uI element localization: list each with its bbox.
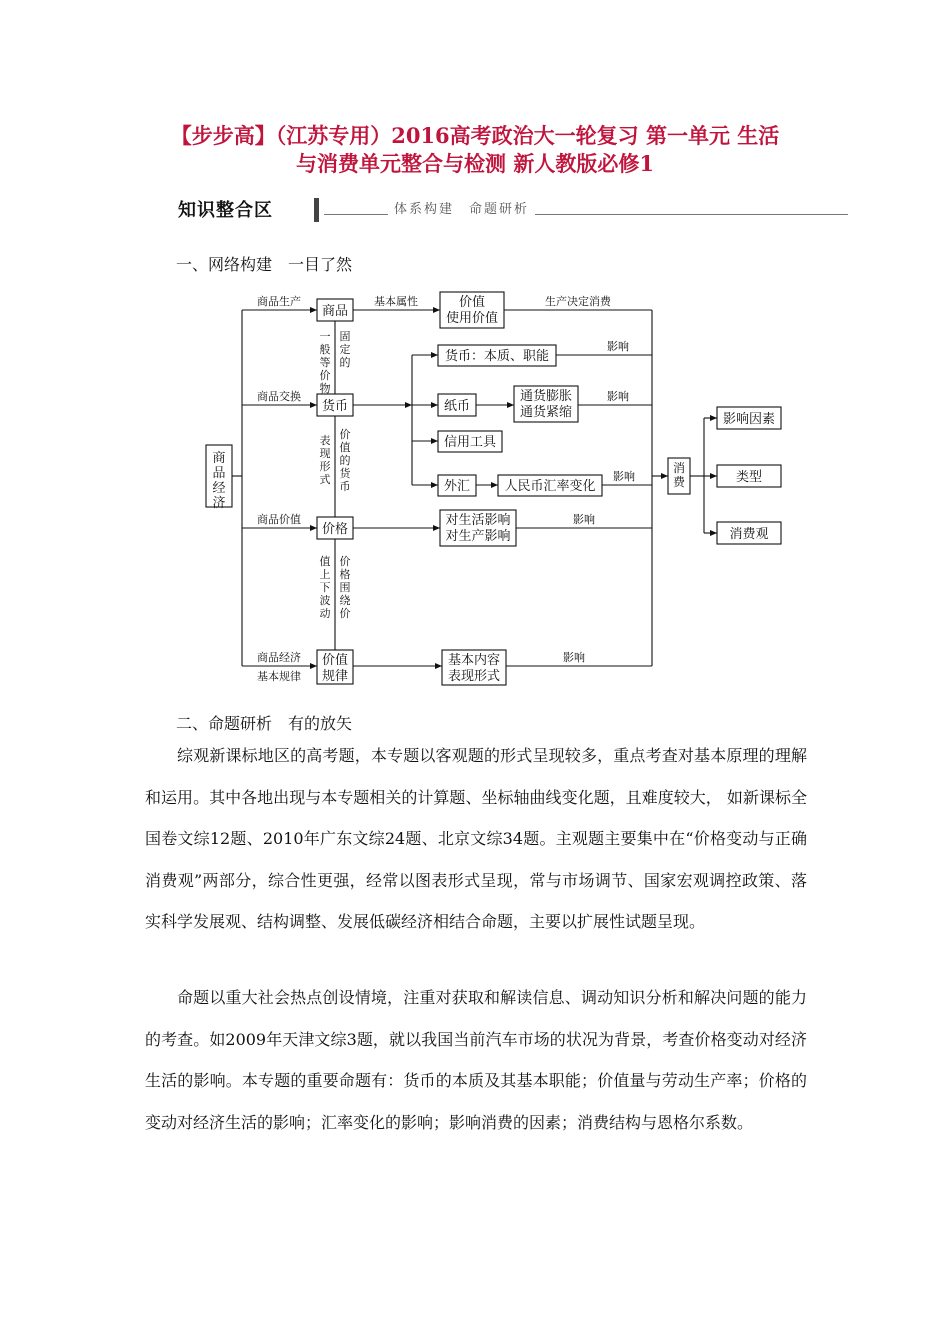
node-tonghuo-2: 通货紧缩 bbox=[519, 405, 573, 420]
node-leixing: 类型 bbox=[735, 470, 763, 485]
node-jiazhi-1: 价值 bbox=[458, 295, 486, 310]
label-shengchan-jueding: 生产决定消费 bbox=[545, 295, 611, 308]
vlabel-guding: 固定的 bbox=[339, 330, 351, 369]
node-xiaofeiguan: 消费观 bbox=[729, 527, 769, 542]
title-line-2: 与消费单元整合与检测 新人教版必修1 bbox=[296, 151, 654, 176]
node-duisheng-1: 对生活影响 bbox=[445, 513, 511, 528]
title-line-1: 【步步高】（江苏专用）2016高考政治大一轮复习 第一单元 生活 bbox=[170, 123, 780, 148]
vlabel-jiazhi-huobi: 价值的货币 bbox=[339, 428, 351, 493]
vlabel-consume: 消费 bbox=[672, 461, 686, 489]
node-jiben-2: 表现形式 bbox=[447, 669, 501, 684]
label-shangpin-jiazhi: 商品价值 bbox=[257, 513, 301, 526]
section-heading-1: 一、网络构建 一目了然 bbox=[176, 255, 353, 274]
label-shangpin-shengchan: 商品生产 bbox=[257, 295, 301, 308]
banner-subtitle: 体系构建 命题研析 bbox=[388, 198, 535, 217]
label-yingxiang-2: 影响 bbox=[607, 390, 629, 403]
label-yingxiang-1: 影响 bbox=[607, 340, 629, 353]
node-guilv-2: 规律 bbox=[321, 669, 349, 684]
label-guilv-1: 商品经济 bbox=[257, 651, 301, 664]
node-huobi-benzhi: 货币：本质、职能 bbox=[444, 349, 550, 364]
paragraph-1: 综观新课标地区的高考题，本专题以客观题的形式呈现较多，重点考查对基本原理的理解和运用。其中各地出现与本专题相关的计算题、坐标轴曲线变化题，且难度较大， 如新课标全国卷文综12题、2010年广东文综24题、北京文综34题。主观题主要集中在“价格变动与正确消费观”两部分，综合性更强，经常以图表形式呈现，常与市场调节、国家宏观调控政策、落实科学发展观、结构调整、发展低碳经济相结合命题，主要以扩展性试题呈现。 bbox=[145, 746, 807, 931]
node-huobi: 货币 bbox=[321, 399, 349, 414]
node-waihui: 外汇 bbox=[443, 479, 471, 494]
banner-label: 知识整合区 bbox=[178, 200, 273, 221]
node-guilv-1: 价值 bbox=[321, 653, 349, 668]
node-duisheng-2: 对生产影响 bbox=[445, 529, 511, 544]
paragraph-2: 命题以重大社会热点创设情境，注重对获取和解读信息、调动知识分析和解决问题的能力的考查。如2009年天津文综3题，就以我国当前汽车市场的状况为背景，考查价格变动对经济生活的影响。本专题的重要命题有：货币的本质及其基本职能；价值量与劳动生产率；价格的变动对经济生活的影响；汇率变化的影响；影响消费的因素；消费结构与恩格尔系数。 bbox=[145, 988, 807, 1132]
section-heading-2: 二、命题研析 有的放矢 bbox=[176, 714, 353, 733]
node-xinyong: 信用工具 bbox=[443, 435, 497, 450]
node-tonghuo-1: 通货膨胀 bbox=[519, 389, 573, 404]
label-yingxiang-5: 影响 bbox=[563, 651, 585, 664]
vlabel-jiage-weirao: 价格围绕价 bbox=[339, 555, 351, 620]
vlabel-biaoxian: 表现形式 bbox=[319, 434, 331, 486]
label-shangpin-jiaohuan: 商品交换 bbox=[257, 390, 301, 403]
node-jiage: 价格 bbox=[321, 522, 349, 537]
node-jiben-1: 基本内容 bbox=[447, 653, 501, 668]
label-yingxiang-4: 影响 bbox=[573, 513, 595, 526]
label-yingxiang-3: 影响 bbox=[613, 470, 635, 483]
label-jiben-shuxing: 基本属性 bbox=[374, 295, 418, 308]
vlabel-root: 商品经济 bbox=[212, 451, 226, 511]
node-shangpin: 商品 bbox=[321, 304, 349, 319]
node-huilv: 人民币汇率变化 bbox=[504, 479, 596, 494]
node-zhibi: 纸币 bbox=[443, 399, 471, 414]
node-yinsu: 影响因素 bbox=[722, 412, 776, 427]
vlabel-zhi-shangxia: 值上下波动 bbox=[319, 555, 331, 620]
label-guilv-2: 基本规律 bbox=[257, 670, 301, 683]
vlabel-yiban-dengjia: 一般等价物 bbox=[319, 330, 331, 395]
node-jiazhi-2: 使用价值 bbox=[445, 311, 499, 326]
